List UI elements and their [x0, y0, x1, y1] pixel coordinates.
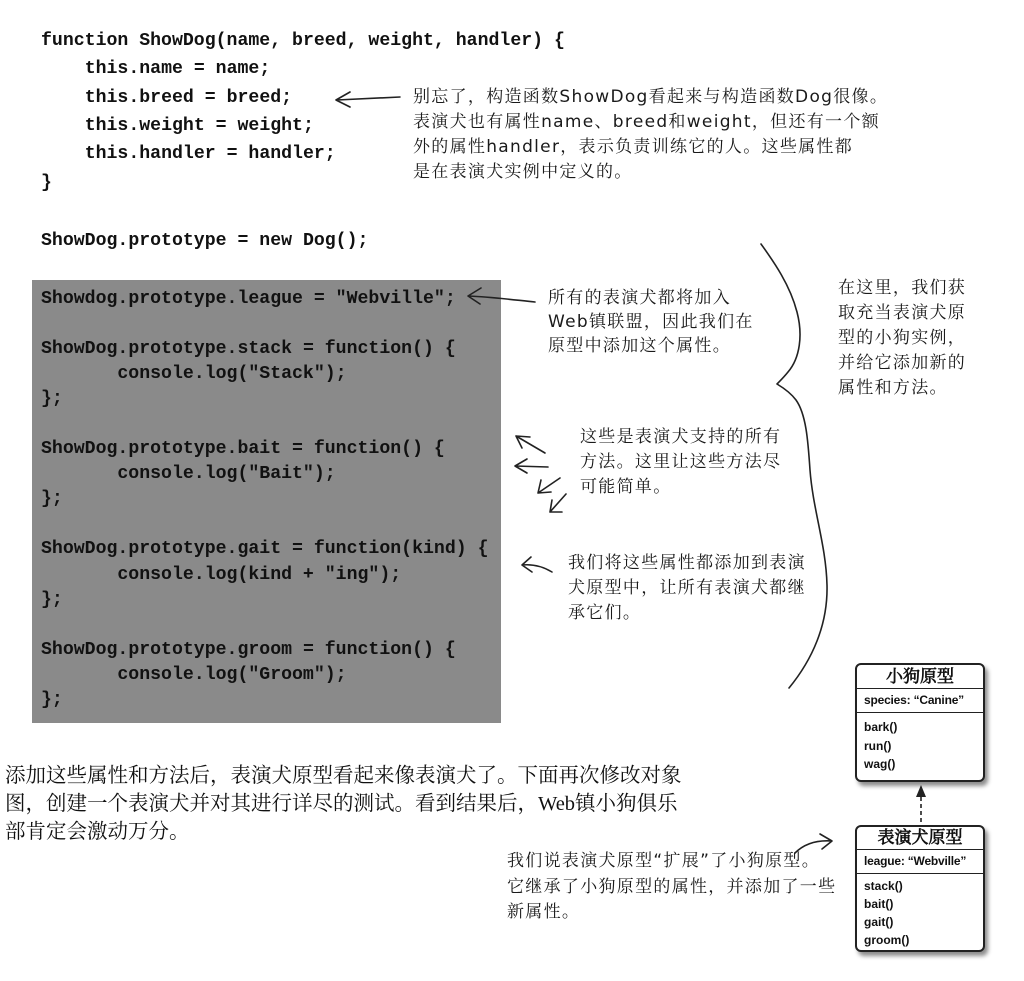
code-line: }; — [41, 690, 63, 710]
note-line: 承它们。 — [568, 602, 642, 623]
constructor-note — [413, 85, 888, 185]
note-line: 外的属性handler，表示负责训练它的人。这些属性都 — [413, 136, 854, 157]
showdog-prototype-title: 表演犬原型 — [857, 827, 983, 850]
note-line: 新属性。 — [507, 902, 581, 922]
code-line: this.weight = weight; — [84, 116, 314, 137]
method-item: stack() — [864, 879, 903, 893]
paragraph-line: 部肯定会激动万分。 — [5, 821, 190, 843]
code-line: console.log("Groom"); — [117, 664, 347, 685]
code-line: }; — [41, 589, 63, 610]
prototype-code-highlight — [32, 280, 501, 723]
code-line: console.log("Bait"); — [117, 464, 336, 485]
note-line: 所有的表演犬都将加入 — [548, 288, 731, 308]
code-line: }; — [41, 489, 63, 510]
dog-prototype-box — [855, 663, 985, 782]
method-arrow — [516, 436, 545, 453]
note-line: 表演犬也有属性name、breed和weight，但还有一个额 — [413, 111, 880, 132]
method-item: gait() — [864, 915, 894, 929]
note-line: 属性和方法。 — [838, 377, 948, 398]
method-arrow — [550, 494, 566, 512]
methods-note — [580, 425, 781, 500]
code-line: Showdog.prototype.league = "Webville"; — [41, 288, 456, 309]
note-line: 在这里，我们获 — [838, 277, 967, 298]
inheritance-arrowhead — [916, 785, 926, 797]
method-item: run() — [864, 738, 892, 753]
code-line: ShowDog.prototype.stack = function() { — [41, 338, 456, 359]
note-line: 原型中添加这个属性。 — [548, 336, 731, 356]
code-line: } — [41, 172, 52, 193]
code-line: ShowDog.prototype.bait = function() { — [41, 439, 445, 460]
body-paragraph — [5, 762, 682, 846]
dog-prototype-title: 小狗原型 — [857, 665, 983, 689]
method-item: wag() — [864, 757, 896, 771]
inherit-note — [568, 551, 806, 626]
code-line: function ShowDog(name, breed, weight, handler) { — [41, 30, 565, 51]
code-line: console.log("Stack"); — [117, 363, 347, 384]
paragraph-line: 图，创建一个表演犬并对其进行详尽的测试。看到结果后，Web镇小狗俱乐 — [5, 793, 678, 815]
code-line: ShowDog.prototype.groom = function() { — [41, 639, 456, 660]
note-line: Web镇联盟，因此我们在 — [548, 312, 754, 332]
note-line: 取充当表演犬原 — [838, 302, 967, 323]
prototype-instance-note — [838, 276, 966, 401]
league-note — [548, 286, 754, 358]
showdog-prototype-property: league: “Webville” — [857, 850, 983, 874]
note-line: 方法。这里让这些方法尽 — [580, 451, 782, 472]
method-item: groom() — [864, 933, 910, 947]
code-line: ShowDog.prototype.gait = function(kind) { — [41, 539, 489, 560]
note-line: 犬原型中，让所有表演犬都继 — [568, 577, 806, 598]
note-line: 是在表演犬实例中定义的。 — [413, 161, 633, 182]
dog-prototype-property: species: “Canine” — [857, 689, 983, 713]
note-line: 别忘了，构造函数ShowDog看起来与构造函数Dog很像。 — [413, 86, 889, 107]
showdog-prototype-methods — [857, 874, 983, 950]
note-line: 可能简单。 — [580, 476, 672, 497]
method-arrow — [538, 478, 560, 493]
note-line: 它继承了小狗原型的属性，并添加了一些 — [507, 876, 837, 897]
prototype-methods-code — [41, 287, 489, 714]
note-line: 我们说表演犬原型“扩展”了小狗原型。 — [507, 851, 821, 871]
note-line: 型的小狗实例， — [838, 327, 967, 348]
note-line: 这些是表演犬支持的所有 — [580, 426, 782, 447]
method-arrow — [515, 459, 548, 473]
method-item: bait() — [864, 897, 894, 911]
showdog-prototype-box — [855, 825, 985, 952]
inherit-note-arrow — [522, 557, 552, 572]
method-item: bark() — [864, 720, 898, 734]
code-line: this.handler = handler; — [84, 144, 336, 165]
note-line: 并给它添加新的 — [838, 352, 967, 373]
extends-note — [507, 849, 836, 926]
code-line: ShowDog.prototype = new Dog(); — [41, 230, 369, 251]
dog-prototype-methods — [857, 713, 983, 780]
code-line: this.breed = breed; — [84, 87, 293, 108]
prototype-assignment-code — [41, 227, 368, 255]
paragraph-line: 添加这些属性和方法后，表演犬原型看起来像表演犬了。下面再次修改对象 — [5, 765, 682, 787]
code-line: this.name = name; — [84, 59, 271, 80]
note-line: 我们将这些属性都添加到表演 — [568, 552, 806, 573]
code-line: }; — [41, 388, 63, 409]
code-line: console.log(kind + "ing"); — [117, 564, 402, 585]
